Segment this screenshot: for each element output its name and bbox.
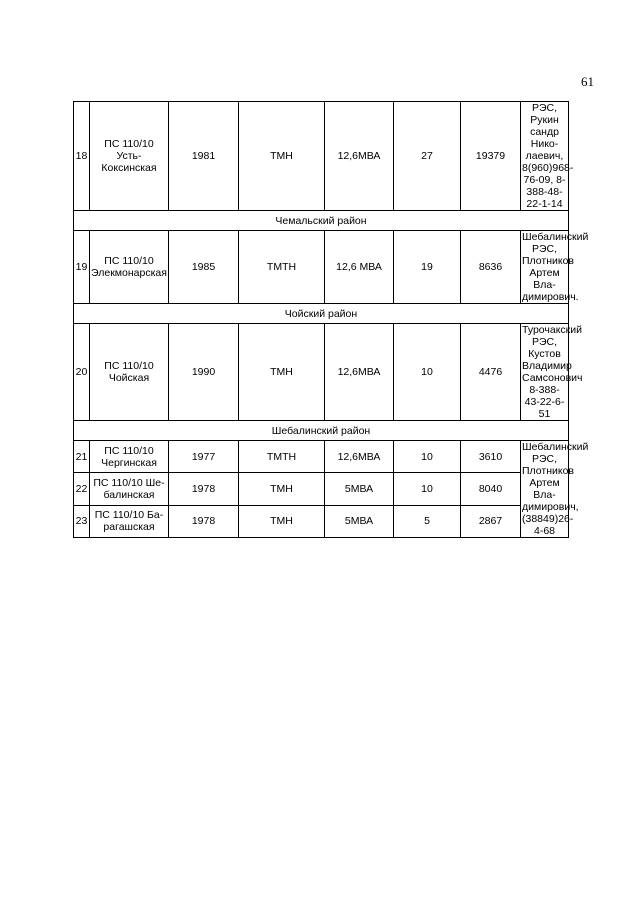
transformer-type: ТМТН [239, 231, 325, 304]
row-number: 18 [74, 102, 90, 211]
consumers-count: 8636 [461, 231, 521, 304]
table-row [74, 441, 569, 473]
district-heading: Чемальский район [74, 211, 569, 231]
responsible-contact: Турочакский РЭС, Кустов Владимир Самсонович 8-388-43-22-6-51 [522, 324, 583, 420]
row-number: 20 [74, 324, 90, 421]
substation-name: ПС 110/10 Ба-рагашская [90, 505, 169, 537]
transformer-type: ТМН [239, 505, 325, 537]
transformer-type: ТМН [239, 102, 325, 211]
substation-name: ПС 110/10 Чойская [90, 324, 169, 421]
section-row [74, 421, 569, 441]
transformer-power: 12,6МВА [325, 102, 394, 211]
transformer-type: ТМН [239, 324, 325, 421]
load-value: 5 [394, 505, 461, 537]
row-number: 22 [74, 473, 90, 505]
consumers-count: 2867 [461, 505, 521, 537]
load-value: 19 [394, 231, 461, 304]
transformer-power: 5МВА [325, 473, 394, 505]
transformer-type: ТМТН [239, 441, 325, 473]
commission-year: 1985 [169, 231, 239, 304]
page-number: 61 [581, 74, 594, 89]
load-value: 10 [394, 324, 461, 421]
table-row [74, 473, 569, 505]
section-row [74, 211, 569, 231]
commission-year: 1977 [169, 441, 239, 473]
substation-name: ПС 110/10 Ше-балинская [90, 473, 169, 505]
load-value: 10 [394, 441, 461, 473]
table-row [74, 102, 569, 211]
section-row [74, 304, 569, 324]
consumers-count: 4476 [461, 324, 521, 421]
transformer-power: 12,6МВА [325, 441, 394, 473]
table-row [74, 231, 569, 304]
transformer-power: 5МВА [325, 505, 394, 537]
substation-name: ПС 110/10 Усть-Коксинская [90, 102, 169, 211]
responsible-contact: Шебалинский РЭС, Плотников Артем Вла-димирович. [522, 231, 589, 303]
commission-year: 1978 [169, 505, 239, 537]
table-row [74, 324, 569, 421]
consumers-count: 8040 [461, 473, 521, 505]
district-heading: Чойский район [74, 304, 569, 324]
transformer-type: ТМН [239, 473, 325, 505]
transformer-power: 12,6МВА [325, 324, 394, 421]
row-number: 19 [74, 231, 90, 304]
row-number: 23 [74, 505, 90, 537]
district-heading: Шебалинский район [74, 421, 569, 441]
load-value: 10 [394, 473, 461, 505]
load-value: 27 [394, 102, 461, 211]
transformer-power: 12,6 МВА [325, 231, 394, 304]
substations-table [73, 101, 589, 538]
substation-name: ПС 110/10 Чергинская [90, 441, 169, 473]
table-row [74, 505, 569, 537]
commission-year: 1990 [169, 324, 239, 421]
shared-responsible-contact: Шебалинский РЭС, Плотников Артем Вла-димирович, (38849)26-4-68 [522, 441, 589, 537]
substation-name: ПС 110/10 Элекмонарская [90, 231, 169, 304]
commission-year: 1978 [169, 473, 239, 505]
row-number: 21 [74, 441, 90, 473]
commission-year: 1981 [169, 102, 239, 211]
consumers-count: 3610 [461, 441, 521, 473]
consumers-count: 19379 [461, 102, 521, 211]
responsible-contact: РЭС, Рукин сандр Нико-лаевич, 8(960)968-76-09, 8-388-48-22-1-14 [522, 102, 574, 210]
